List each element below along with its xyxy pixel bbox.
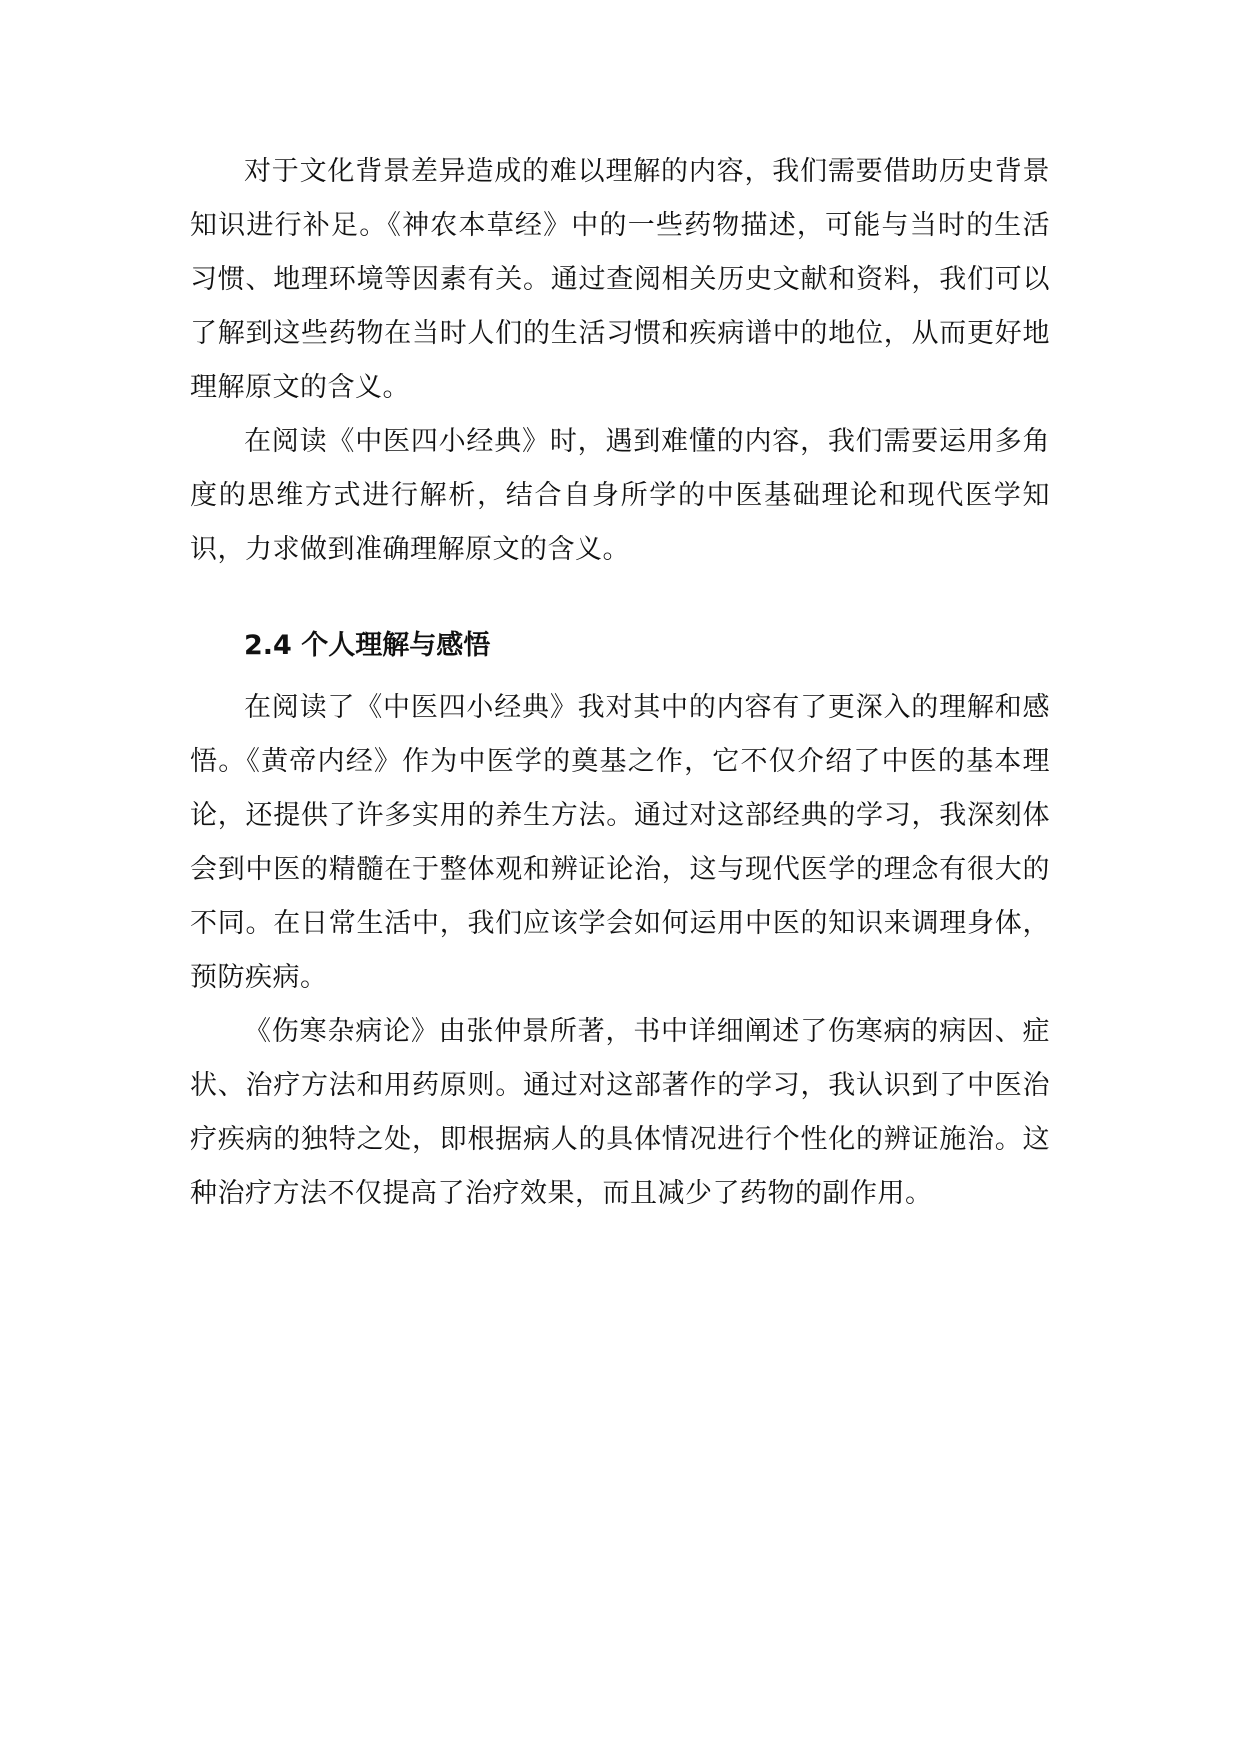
paragraph-multi-angle-thinking: 在阅读《中医四小经典》时，遇到难懂的内容，我们需要运用多角度的思维方式进行解析，结合自身所学的中医基础理论和现代医学知识，力求做到准确理解原文的含义。 [190,426,1050,565]
paragraph-shanghan-zabing-lun: 《伤寒杂病论》由张仲景所著，书中详细阐述了伤寒病的病因、症状、治疗方法和用药原则。通过对这部著作的学习，我认识到了中医治疗疾病的独特之处，即根据病人的具体情况进行个性化的辨证施治。这种治疗方法不仅提高了治疗效果，而且减少了药物的副作用。 [190,1016,1050,1209]
paragraph-huangdi-neijing: 在阅读了《中医四小经典》我对其中的内容有了更深入的理解和感悟。《黄帝内经》作为中医学的奠基之作，它不仅介绍了中医的基本理论，还提供了许多实用的养生方法。通过对这部经典的学习，我深刻体会到中医的精髓在于整体观和辨证论治，这与现代医学的理念有很大的不同。在日常生活中，我们应该学会如何运用中医的知识来调理身体，预防疾病。 [190,692,1050,993]
document-body [190,145,1050,1221]
section-heading: 2.4 个人理解与感悟 [244,630,491,661]
paragraph-cultural-background: 对于文化背景差异造成的难以理解的内容，我们需要借助历史背景知识进行补足。《神农本草经》中的一些药物描述，可能与当时的生活习惯、地理环境等因素有关。通过查阅相关历史文献和资料，我们可以了解到这些药物在当时人们的生活习惯和疾病谱中的地位，从而更好地理解原文的含义。 [190,156,1050,403]
